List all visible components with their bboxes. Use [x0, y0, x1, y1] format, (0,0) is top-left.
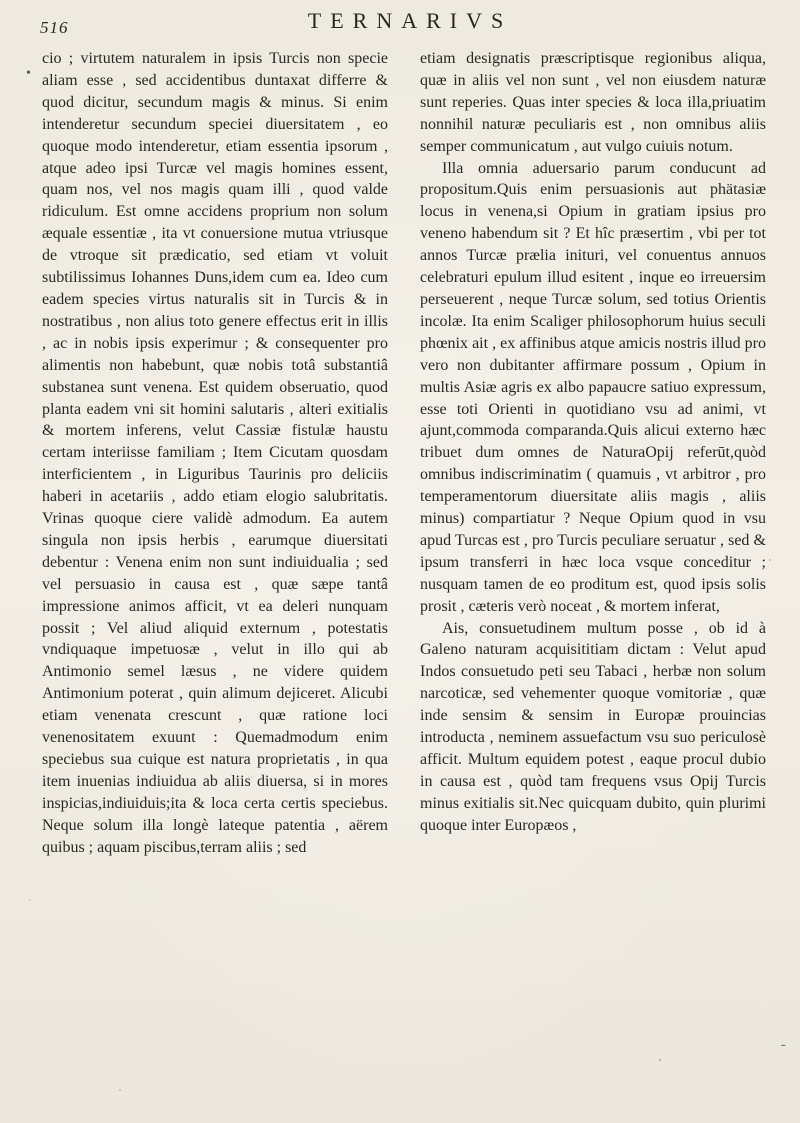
margin-mark: - — [780, 1036, 786, 1053]
paragraph: etiam designatis præscriptisque regionibus aliqua, quæ in aliis vel non sunt , vel non eiusdem naturæ sunt reperies. Quas inter species & loca illa,priuatim nonnihil naturæ peculiaris est , non omnibus aliis semper communicatum , aut vulgo cuiuis notum. — [420, 50, 766, 155]
page-number: 516 — [40, 18, 69, 37]
running-title: TERNARIVS — [307, 8, 513, 33]
paragraph: Illa omnia aduersario parum conducunt ad propositum.Quis enim persuasionis aut phätasiæ locus in venena,si Opium in gratiam ipsius pro veneno habendum sit ? Et hîc præsertim , vbi per tot annos Turcæ prælia inituri, vel conuentus annuos celebraturi epulum illud esitent , inque eo irreuersim perseuerent , neque Turcæ solum, sed totius Orientis incolæ. Ita enim Scaliger philosophorum huius seculi phœnix ait , ex affinibus atque amicis nostris illud pro vero non dubitanter affirmare possum , Opium in multis Asiæ agris ex albo papaucre satiuo expressum, esse toti Orienti in quotidiano vsu ad animi, vt ajunt,commoda comparanda.Quis alicui externo hæc tribuet dum omnes de NaturaOpij referūt,quòd omnibus indiscriminatim ( quamuis , vt arbitror , pro temperamentorum diuersitate aliis magis , aliis minus) compartiatur ? Neque Opium quod in vsu apud Turcas est , pro Turcis peculiare seruatur , sed & ipsum transferri in hæc loca vsque conceditur ; nusquam tamen de eo proditum est, quod ipsis solis prosit , cæteris verò noceat , & mortem inferat, — [420, 159, 766, 615]
right-column — [420, 48, 766, 837]
paragraph: Ais, consuetudinem multum posse , ob id à Galeno naturam acquisititiam dictam : Velut apud Indos consuetudo peti seu Tabaci , herbæ non solum narcoticæ, sed vehementer quoque vomitoriæ , quæ inde sensim & sensim in Europæ prouincias introducta , neminem assuefactum vsu suo periculosè afficit. Multum equidem potest , eaque procul dubio in causa est , quòd tam frequens vsus Opij Turcis minus exitialis sit.Nec quicquam dubito, quin plurimi quoque inter Europæos , — [420, 619, 766, 834]
margin-mark: • — [26, 66, 31, 81]
left-column — [42, 48, 388, 859]
paragraph: cio ; virtutem naturalem in ipsis Turcis non specie aliam esse , sed accidentibus duntaxat differre & quod dicitur, secundum magis & minus. Si enim intenderetur secundum speciei diuersitatem , eo quoque modo intenderetur, etiam essentia ipsorum , atque adeo ipsi Turcæ vel magis homines essent, quam nos, vel nos magis quam illi , quod valde ridiculum. Est omne accidens proprium non solum æquale essentiæ , ita vt conuersione mutua vtriusque de vtroque sit prædicatio, sed etiam vt voluit subtilissimus Iohannes Duns,idem cum ea. Ideo cum eadem species virtus naturalis sit in Turcis & in nostratibus , non alius toto genere effectus erit in illis , ac in nobis ipsis experimur ; & consequenter pro alimentis non habebunt, quæ nobis totâ substantiâ substanea sunt venena. Est quidem obseruatio, quod planta eadem vni sit homini salutaris , alteri exitialis & mortem inferens, velut Cassiæ fistulæ haustu certam interiisse familiam ; Item Cicutam quosdam interficientem , in Liguribus Taurinis pro deliciis haberi in acetariis , addo etiam elogio salubritatis. Vrinas quoque ciere validè admodum. Ea autem singula non ipsis herbis , earumque diuersitati debentur : Venena enim non sunt indiuidualia ; sed vel persuasio in causa est , quæ sæpe tantâ impressione animos afficit, vt ea deleri nunquam possit ; Vel aliud aliquid externum , potestatis vndiquaque impetuosæ , velut in illo qui ab Antimonio semel læsus , ne videre quidem Antimonium poterat , quin alimum dejiceret. Alicubi etiam venenata crescunt , quæ ratione loci venenositatem exuunt : Quemadmodum enim speciebus sua cuique est natura proprietatis , in qua item inuenias indiuidua ab aliis diuersa, si in mores inspicias,indiuiduis;ita & loca certa certis speciebus. Neque solum illa longè lateque patentia , aërem quibus ; aquam piscibus,terram aliis ; sed — [42, 50, 388, 856]
page-header — [40, 6, 760, 36]
